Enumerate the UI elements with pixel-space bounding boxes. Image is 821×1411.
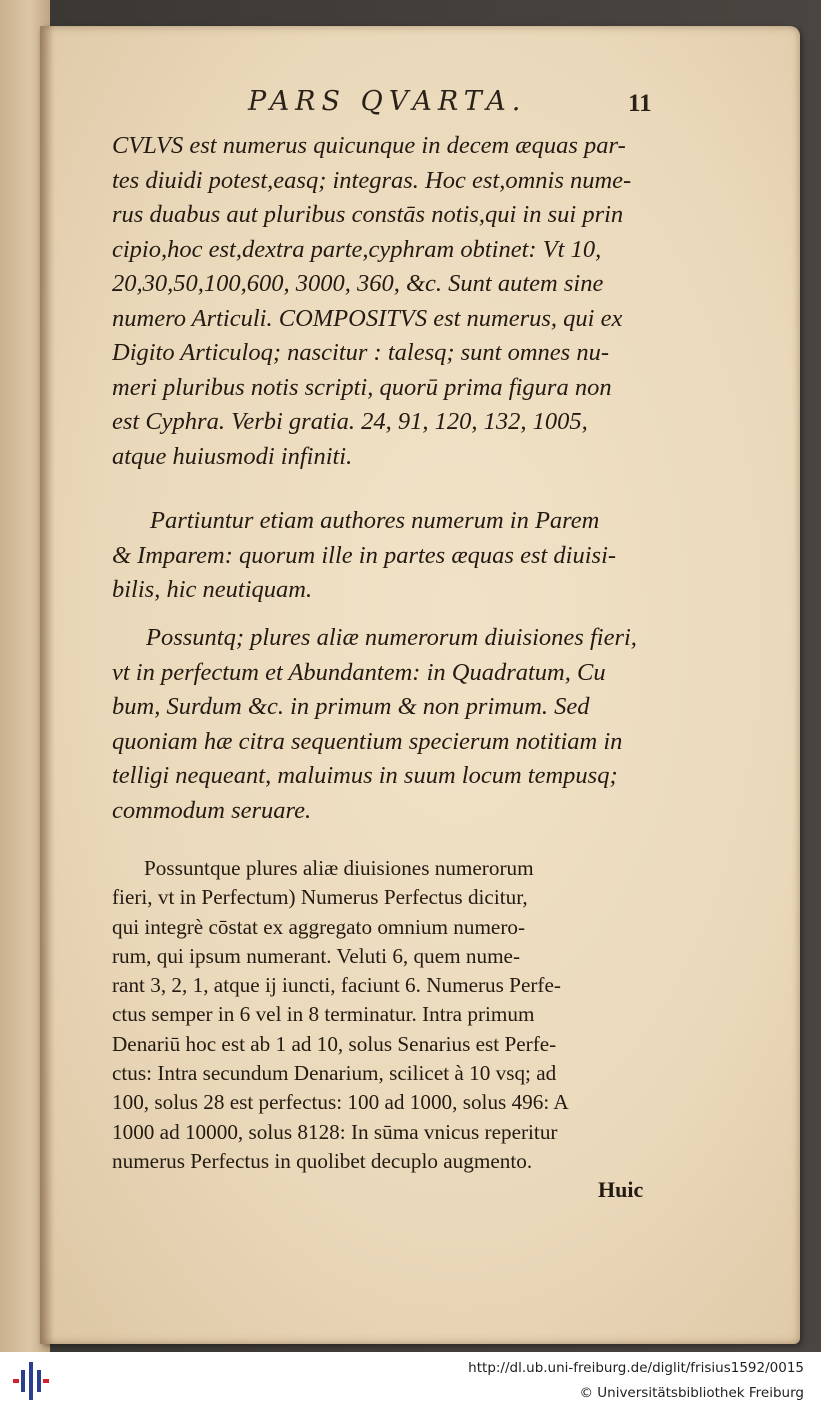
text-line: 1000 ad 10000, solus 8128: In sūma vnicus reperitur	[112, 1119, 558, 1144]
text-line: numero Articuli. COMPOSITVS est numerus, qui ex	[112, 304, 623, 332]
text-line: CVLVS est numerus quicunque in decem æquas par-	[112, 132, 626, 159]
text-line: telligi nequeant, maluimus in suum locum tempusq;	[112, 762, 618, 789]
paragraph-cyclus	[112, 129, 660, 474]
ub-freiburg-logo-icon	[10, 1360, 52, 1402]
text-line: 20,30,50,100,600, 3000, 360, &c. Sunt autem sine	[112, 270, 604, 297]
text-line: cipio,hoc est,dextra parte,cyphram obtinet: Vt 10,	[112, 235, 602, 263]
text-line: tes diuidi potest,easq; integras. Hoc est,omnis nume-	[112, 166, 632, 194]
text-line: vt in perfectum et Abundantem: in Quadratum, Cu	[112, 658, 606, 686]
paragraph-divisiones	[112, 621, 660, 828]
paragraph-perfectus	[112, 854, 660, 1176]
text-line: ctus semper in 6 vel in 8 terminatur. Intra primum	[112, 1002, 535, 1027]
text-line: rant 3, 2, 1, atque ij iuncti, faciunt 6. Numerus Perfe-	[112, 973, 561, 998]
text-line: numerus Perfectus in quolibet decuplo augmento.	[112, 1148, 533, 1173]
text-line: Possuntque plures aliæ diuisiones numerorum	[144, 856, 534, 880]
text-line: bilis, hic neutiquam.	[112, 576, 313, 603]
copyright-notice: © Universitätsbibliothek Freiburg	[579, 1385, 804, 1401]
text-line: atque huiusmodi infiniti.	[112, 442, 353, 470]
permalink-url[interactable]: http://dl.ub.uni-freiburg.de/diglit/frisius1592/0015	[468, 1360, 804, 1376]
text-line: commodum seruare.	[112, 796, 312, 824]
text-line: rum, qui ipsum numerant. Veluti 6, quem nume-	[112, 943, 521, 968]
page-gutter-shadow	[40, 26, 54, 1344]
text-line: bum, Surdum &c. in primum & non primum. Sed	[112, 693, 590, 720]
catchword: Huic	[598, 1177, 644, 1202]
paragraph-par-impar	[112, 504, 660, 608]
footer-bar	[0, 1352, 821, 1411]
text-line: Digito Articuloq; nascitur : talesq; sunt omnes nu-	[112, 339, 609, 366]
text-line: Possuntq; plures aliæ numerorum diuisiones fieri,	[146, 624, 637, 651]
page-number: 11	[628, 90, 652, 117]
text-line: Partiuntur etiam authores numerum in Parem	[150, 507, 600, 534]
text-line: 100, solus 28 est perfectus: 100 ad 1000, solus 496: A	[112, 1090, 569, 1115]
text-line: rus duabus aut pluribus constās notis,qui in sui prin	[112, 201, 624, 228]
text-line: est Cyphra. Verbi gratia. 24, 91, 120, 132, 1005,	[112, 408, 588, 435]
text-line: & Imparem: quorum ille in partes æquas est diuisi-	[112, 541, 617, 569]
text-line: Denariū hoc est ab 1 ad 10, solus Senarius est Perfe-	[112, 1031, 557, 1056]
text-line: qui integrè cōstat ex aggregato omnium numero-	[112, 914, 526, 939]
text-line: ctus: Intra secundum Denarium, scilicet à 10 vsq; ad	[112, 1061, 557, 1086]
text-line: meri pluribus notis scripti, quorū prima figura non	[112, 373, 612, 401]
running-head: PARS QVARTA.	[248, 86, 527, 117]
text-line: quoniam hæ citra sequentium specierum notitiam in	[112, 727, 623, 755]
text-line: fieri, vt in Perfectum) Numerus Perfectus dicitur,	[112, 885, 528, 910]
